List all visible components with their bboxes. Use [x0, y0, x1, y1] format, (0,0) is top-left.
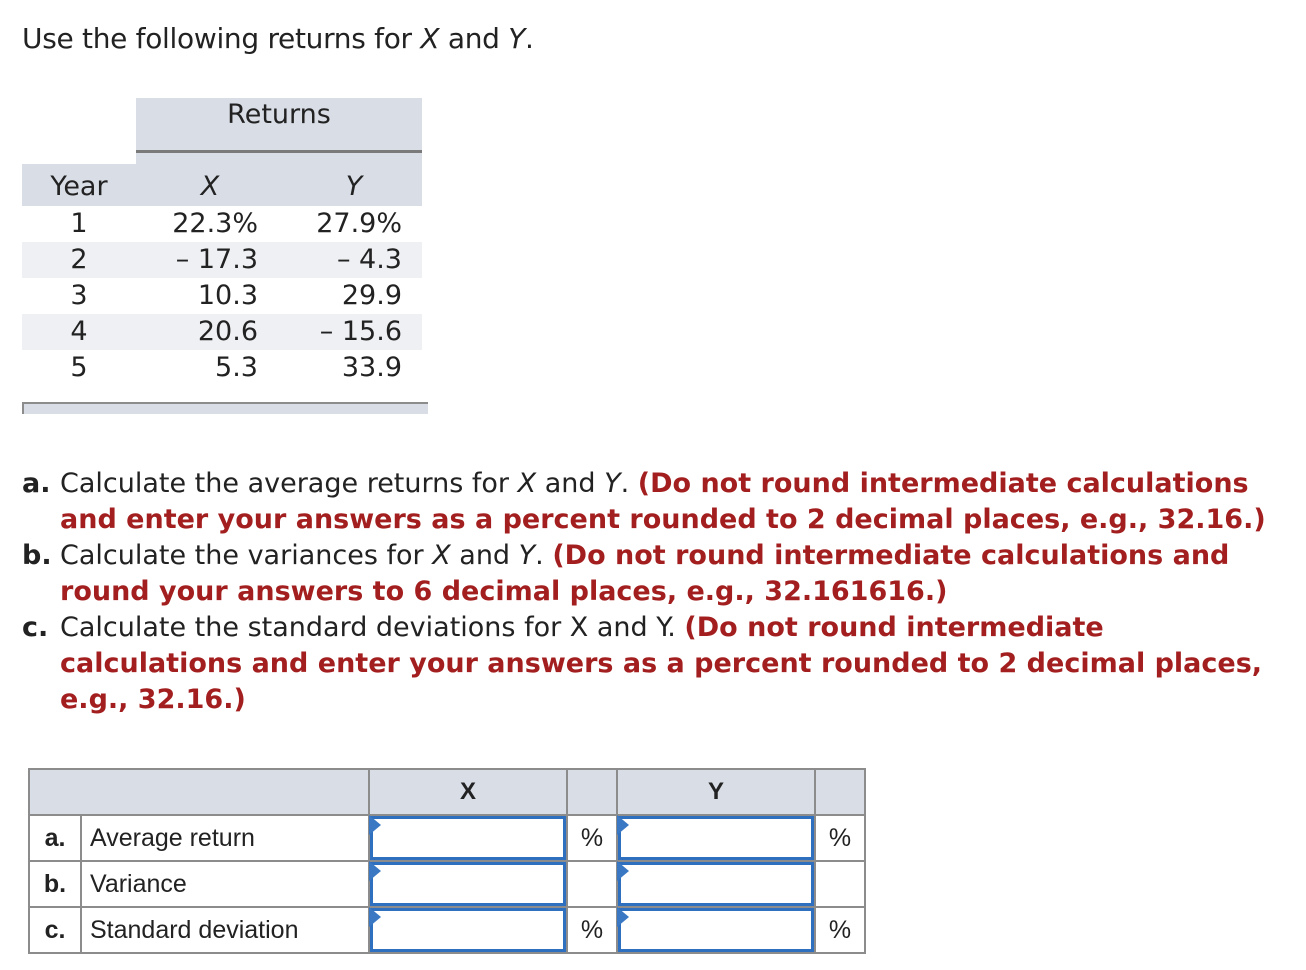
- variance-x-unit: [567, 861, 617, 907]
- intro-text: [22, 22, 534, 55]
- variance-y-box: [618, 862, 814, 906]
- question-c-note: (Do not round intermediate calculations and enter your answers as a percent rounded to 2 decimal places, e.g., 32.16.): [60, 612, 1263, 715]
- row-year: 5: [70, 352, 88, 383]
- row-y-return: 27.9%: [316, 208, 402, 239]
- row-x-return: 10.3: [197, 280, 258, 311]
- standard-deviation-x-unit: %: [567, 907, 617, 953]
- variance-y-cell: [617, 861, 815, 907]
- header-y-unit: [815, 769, 865, 815]
- corner-marker-icon: [617, 907, 629, 927]
- question-b-note: (Do not round intermediate calculations and round your answers to 6 decimal places, e.g., 32.161616.): [60, 540, 1230, 607]
- question-b-text-3: .: [535, 540, 553, 571]
- answer-row-standard-deviation: [29, 907, 865, 953]
- returns-row: [22, 242, 422, 278]
- column-header-y: Y: [345, 171, 363, 202]
- question-a-text-3: .: [620, 468, 638, 499]
- intro-prefix: Use the following returns for: [22, 22, 421, 55]
- variance-x-box: [370, 862, 566, 906]
- average-return-y-cell: [617, 815, 815, 861]
- corner-marker-icon: [617, 861, 629, 881]
- standard-deviation-y-input[interactable]: [621, 911, 811, 949]
- returns-header-divider: [136, 150, 422, 153]
- question-a-x: X: [517, 468, 537, 499]
- row-y-return: 29.9: [341, 280, 402, 311]
- question-a-note: (Do not round intermediate calculations and enter your answers as a percent rounded to 2 decimal places, e.g., 32.16.): [60, 468, 1266, 535]
- row-label: Standard deviation: [81, 907, 369, 953]
- corner-marker-icon: [369, 815, 381, 835]
- returns-table: [22, 98, 426, 416]
- returns-table-footer: [22, 402, 428, 414]
- answer-row-variance: [29, 861, 865, 907]
- question-b-label: b.: [22, 540, 52, 571]
- question-c-text: Calculate the standard deviations for X and Y.: [60, 612, 685, 643]
- row-x-return: – 17.3: [175, 244, 258, 275]
- row-x-return: 22.3%: [172, 208, 258, 239]
- variance-x-input[interactable]: [373, 865, 563, 903]
- variance-y-unit: [815, 861, 865, 907]
- question-b-text-1: Calculate the variances for: [60, 540, 433, 571]
- question-a-text-2: and: [536, 468, 605, 499]
- row-y-return: – 4.3: [336, 244, 402, 275]
- answer-table-header: [29, 769, 865, 815]
- row-y-return: – 15.6: [319, 316, 402, 347]
- question-a-y: Y: [604, 468, 621, 499]
- average-return-y-box: [618, 816, 814, 860]
- row-letter: b.: [29, 861, 81, 907]
- row-y-return: 33.9: [341, 352, 402, 383]
- standard-deviation-x-input[interactable]: [373, 911, 563, 949]
- question-b: [22, 538, 1292, 610]
- row-letter: a.: [29, 815, 81, 861]
- corner-marker-icon: [369, 907, 381, 927]
- returns-title: Returns: [227, 99, 331, 130]
- row-year: 3: [70, 280, 88, 311]
- standard-deviation-x-box: [370, 908, 566, 952]
- corner-marker-icon: [617, 815, 629, 835]
- header-x: X: [369, 769, 567, 815]
- intro-y: Y: [508, 22, 526, 55]
- standard-deviation-x-cell: [369, 907, 567, 953]
- row-x-return: 5.3: [215, 352, 258, 383]
- returns-row: [22, 350, 422, 386]
- question-c-label: c.: [22, 612, 49, 643]
- column-header-x: X: [200, 171, 220, 202]
- returns-row: [22, 206, 422, 242]
- header-blank: [29, 769, 369, 815]
- question-list: [22, 466, 1292, 718]
- question-a-label: a.: [22, 468, 51, 499]
- average-return-x-input[interactable]: [373, 819, 563, 857]
- row-year: 2: [70, 244, 88, 275]
- returns-row: [22, 314, 422, 350]
- variance-y-input[interactable]: [621, 865, 811, 903]
- row-x-return: 20.6: [197, 316, 258, 347]
- row-year: 1: [70, 208, 88, 239]
- intro-and: and: [439, 22, 509, 55]
- intro-suffix: .: [525, 22, 534, 55]
- question-b-y: Y: [518, 540, 536, 571]
- standard-deviation-y-cell: [617, 907, 815, 953]
- row-label: Variance: [81, 861, 369, 907]
- average-return-x-box: [370, 816, 566, 860]
- question-c: [22, 610, 1292, 718]
- standard-deviation-y-box: [618, 908, 814, 952]
- intro-x: X: [420, 22, 440, 55]
- average-return-y-unit: %: [815, 815, 865, 861]
- header-y: Y: [617, 769, 815, 815]
- average-return-y-input[interactable]: [621, 819, 811, 857]
- question-b-x: X: [432, 540, 451, 571]
- question-a: [22, 466, 1292, 538]
- returns-row: [22, 278, 422, 314]
- question-b-text-2: and: [450, 540, 519, 571]
- average-return-x-cell: [369, 815, 567, 861]
- row-letter: c.: [29, 907, 81, 953]
- row-label: Average return: [81, 815, 369, 861]
- answer-row-average-return: [29, 815, 865, 861]
- average-return-x-unit: %: [567, 815, 617, 861]
- standard-deviation-y-unit: %: [815, 907, 865, 953]
- answer-table: [28, 768, 866, 954]
- corner-marker-icon: [369, 861, 381, 881]
- question-a-text-1: Calculate the average returns for: [60, 468, 518, 499]
- header-x-unit: [567, 769, 617, 815]
- column-header-year: Year: [50, 171, 108, 202]
- row-year: 4: [70, 316, 88, 347]
- variance-x-cell: [369, 861, 567, 907]
